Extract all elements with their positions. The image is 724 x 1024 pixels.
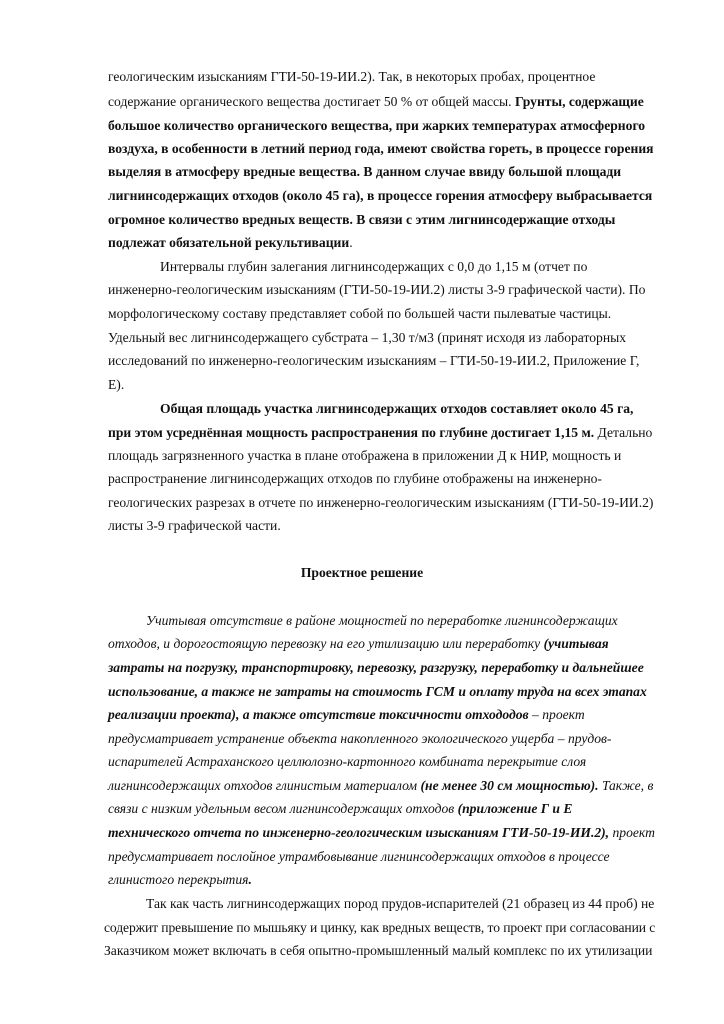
- text-run: .: [349, 235, 353, 250]
- italic-text-run: предусматривает послойное утрамбовывание лигнинсодержащих отходов в процессе: [108, 849, 610, 864]
- text-line: [108, 331, 626, 345]
- italic-text-run: предусматривает устранение объекта накопленного экологического ущерба – прудов-: [108, 731, 612, 746]
- text-line: [108, 637, 609, 651]
- italic-text-run: проект: [609, 825, 655, 840]
- bold-text-run: Грунты, содержащие: [514, 94, 644, 109]
- bold-italic-text-run: использование, а также не затраты на стоимость ГСМ и оплату труда на всех этапах: [108, 684, 647, 699]
- text-line: [108, 165, 621, 179]
- text-line: [108, 708, 585, 722]
- text-run: Е).: [108, 377, 125, 392]
- bold-text-run: воздуха, в особенности в летний период года, имеют свойства гореть, в процессе горения: [108, 141, 654, 156]
- bold-text-run: подлежат обязательной рекультивации: [108, 235, 350, 250]
- text-run: геологическим изысканиям ГТИ-50-19-ИИ.2). Так, в некоторых пробах, процентное: [108, 69, 596, 84]
- text-line: [146, 897, 654, 911]
- italic-text-run: испарителей Астраханского целлюлозно-картонного комбината перекрытие слоя: [108, 754, 587, 769]
- text-run: площадь загрязненного участка в плане отображена в приложении Д к НИР, мощность и: [108, 448, 622, 463]
- text-line: [108, 802, 572, 816]
- text-run: листы 3-9 графической части.: [108, 518, 281, 533]
- bold-italic-text-run: .: [248, 872, 252, 887]
- bold-italic-text-run: (приложение Г и Е: [457, 801, 573, 816]
- bold-text-run: лигнинсодержащих отходов (около 45 га), в процессе горения атмосферу выбрасывается: [108, 188, 653, 203]
- italic-text-run: лигнинсодержащих отходов глинистым материалом: [108, 778, 421, 793]
- text-line: [108, 850, 610, 864]
- bold-italic-text-run: реализации проекта), а также отсутствие токсичности отхододов: [108, 707, 529, 722]
- text-line: [108, 307, 611, 321]
- text-line: [108, 213, 615, 227]
- bold-text-run: выделяя в атмосферу вредные вещества. В данном случае ввиду большой площади: [108, 164, 622, 179]
- text-run: геологических разрезах в отчете по инженерно-геологическим изысканиям (ГТИ-50-19-ИИ.2): [108, 495, 654, 510]
- text-run: морфологическому составу представляет собой по большей части пылеватые частицы.: [108, 306, 612, 321]
- text-run: содержание органического вещества достигает 50 % от общей массы.: [108, 94, 515, 109]
- text-line: [108, 826, 655, 840]
- italic-text-run: глинистого перекрытия: [108, 872, 249, 887]
- heading-text: Проектное решение: [300, 565, 424, 580]
- text-run: инженерно-геологическим изысканиям (ГТИ-50-19-ИИ.2) листы 3-9 графической части). По: [108, 282, 646, 297]
- text-line: [108, 283, 645, 297]
- text-line: [108, 95, 644, 109]
- text-line: [108, 755, 586, 769]
- text-line: [108, 378, 124, 392]
- text-line: [108, 142, 654, 156]
- bold-italic-text-run: (учитывая: [543, 636, 609, 651]
- text-run: Заказчиком может включать в себя опытно-промышленный малый комплекс по их утилизации: [104, 943, 653, 958]
- text-run: Так как часть лигнинсодержащих пород прудов-испарителей (21 образец из 44 проб) не: [146, 896, 655, 911]
- bold-text-run: Общая площадь участка лигнинсодержащих отходов составляет около 45 га,: [160, 401, 634, 416]
- text-line: [160, 402, 633, 416]
- text-line: [108, 472, 602, 486]
- text-line: [108, 236, 353, 250]
- section-heading: [0, 566, 724, 580]
- bold-text-run: большое количество органического вещества, при жарких температурах атмосферного: [108, 118, 646, 133]
- text-line: [108, 426, 652, 440]
- text-run: Удельный вес лигнинсодержащего субстрата – 1,30 т/м3 (принят исходя из лабораторных: [108, 330, 627, 345]
- text-line: [108, 119, 645, 133]
- italic-text-run: Учитывая отсутствие в районе мощностей по переработке лигнинсодержащих: [146, 613, 618, 628]
- text-line: [108, 779, 653, 793]
- bold-italic-text-run: технического отчета по инженерно-геологическим изысканиям ГТИ-50-19-ИИ.2),: [108, 825, 610, 840]
- italic-text-run: Также, в: [598, 778, 654, 793]
- text-line: [108, 354, 639, 368]
- italic-text-run: – проект: [528, 707, 585, 722]
- text-run: распространение лигнинсодержащих отходов по глубине отображены на инженерно-: [108, 471, 602, 486]
- text-run: Детально: [594, 425, 653, 440]
- text-line: [146, 614, 618, 628]
- text-run: Интервалы глубин залегания лигнинсодержащих с 0,0 до 1,15 м (отчет по: [160, 259, 588, 274]
- bold-text-run: огромное количество вредных веществ. В связи с этим лигнинсодержащие отходы: [108, 212, 616, 227]
- bold-italic-text-run: затраты на погрузку, транспортировку, перевозку, разгрузку, переработку и дальнейшее: [108, 660, 644, 675]
- text-line: [108, 189, 652, 203]
- italic-text-run: связи с низким удельным весом лигнинсодержащих отходов: [108, 801, 458, 816]
- text-line: [108, 519, 281, 533]
- text-run: исследований по инженерно-геологическим изысканиям – ГТИ-50-19-ИИ.2, Приложение Г,: [108, 353, 640, 368]
- text-line: [108, 661, 644, 675]
- text-run: содержит превышение по мышьяку и цинку, как вредных веществ, то проект при согласовании с: [104, 920, 656, 935]
- text-line: [104, 944, 652, 958]
- italic-text-run: отходов, и дорогостоящую перевозку на его утилизацию или переработку: [108, 636, 544, 651]
- text-line: [108, 449, 621, 463]
- text-line: [108, 873, 252, 887]
- text-line: [160, 260, 587, 274]
- text-line: [108, 496, 653, 510]
- bold-text-run: при этом усреднённая мощность распространения по глубине достигает 1,15 м.: [108, 425, 595, 440]
- text-line: [108, 685, 647, 699]
- bold-italic-text-run: (не менее 30 см мощностью).: [420, 778, 599, 793]
- text-line: [104, 921, 655, 935]
- text-line: [108, 70, 595, 84]
- text-line: [108, 732, 611, 746]
